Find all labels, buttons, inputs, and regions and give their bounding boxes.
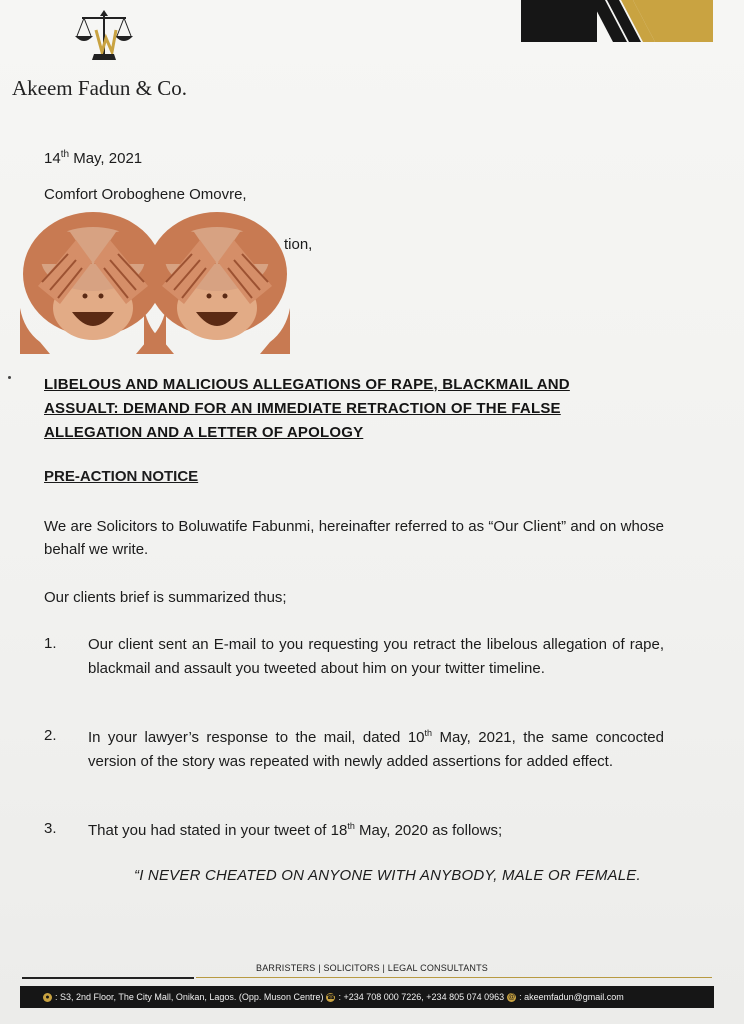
phone-icon: ☎ (326, 993, 336, 1001)
item-text-start: In your lawyer’s response to the mail, dated 10 (88, 729, 425, 746)
footer-contact-bar (20, 986, 714, 1008)
recipient-fragment: tion, (284, 236, 313, 253)
letter-date (44, 150, 142, 167)
letter-heading-line-2: ASSUALT: DEMAND FOR AN IMMEDIATE RETRACTION OF THE FALSE (44, 400, 561, 417)
ordinal-suffix: th (347, 821, 355, 831)
scales-of-justice-icon (72, 8, 136, 64)
item-number: 1. (44, 635, 57, 652)
firm-name: Akeem Fadun & Co. (12, 76, 187, 100)
footer-address: : S3, 2nd Floor, The City Mall, Onikan, Lagos. (Opp. Muson Centre) (55, 992, 324, 1002)
item-text (88, 819, 664, 843)
pre-action-notice-title: PRE-ACTION NOTICE (44, 468, 199, 485)
letter-heading-line-3: ALLEGATION AND A LETTER OF APOLOGY (44, 424, 364, 441)
date-day: 14 (44, 150, 61, 167)
recipient-name: Comfort Oroboghene Omovre, (44, 186, 247, 203)
item-number: 3. (44, 820, 57, 837)
item-text-start: That you had stated in your tweet of 18 (88, 822, 348, 839)
brief-paragraph: Our clients brief is summarized thus; (44, 589, 287, 606)
footer-services: BARRISTERS | SOLICITORS | LEGAL CONSULTANTS (256, 963, 488, 973)
ordinal-suffix: th (424, 728, 433, 738)
date-suffix: th (60, 149, 70, 160)
footer-phones: : +234 708 000 7226, +234 805 074 0963 (338, 992, 505, 1002)
scan-speck (8, 376, 11, 379)
email-icon: @ (508, 993, 516, 1001)
item-text-end: May, 2021, the same concocted version of the story was repeated with newly added assertions for added effect. (88, 729, 664, 770)
intro-paragraph: We are Solicitors to Boluwatife Fabunmi, hereinafter referred to as “Our Client” and on whose behalf we write. (44, 518, 664, 558)
footer-email: : akeemfadun@gmail.com (519, 992, 624, 1002)
footer-rule-gold (196, 977, 712, 978)
footer-rule (22, 977, 194, 979)
item-text-end: May, 2020 as follows; (354, 822, 503, 839)
item-number: 2. (44, 727, 57, 744)
corner-stripes (521, 0, 713, 42)
item-text (88, 726, 664, 773)
date-rest: May, 2021 (73, 150, 143, 167)
see-no-evil-monkey-emoji (144, 204, 290, 354)
item-text: Our client sent an E-mail to you requesting you retract the libelous allegation of rape, blackmail and assault you tweeted about him on your twitter timeline. (88, 636, 664, 677)
location-icon: ● (43, 993, 52, 1002)
tweet-quote: “I NEVER CHEATED ON ANYONE WITH ANYBODY, MALE OR FEMALE. (134, 867, 641, 884)
letter-heading-line-1: LIBELOUS AND MALICIOUS ALLEGATIONS OF RAPE, BLACKMAIL AND (44, 376, 570, 393)
